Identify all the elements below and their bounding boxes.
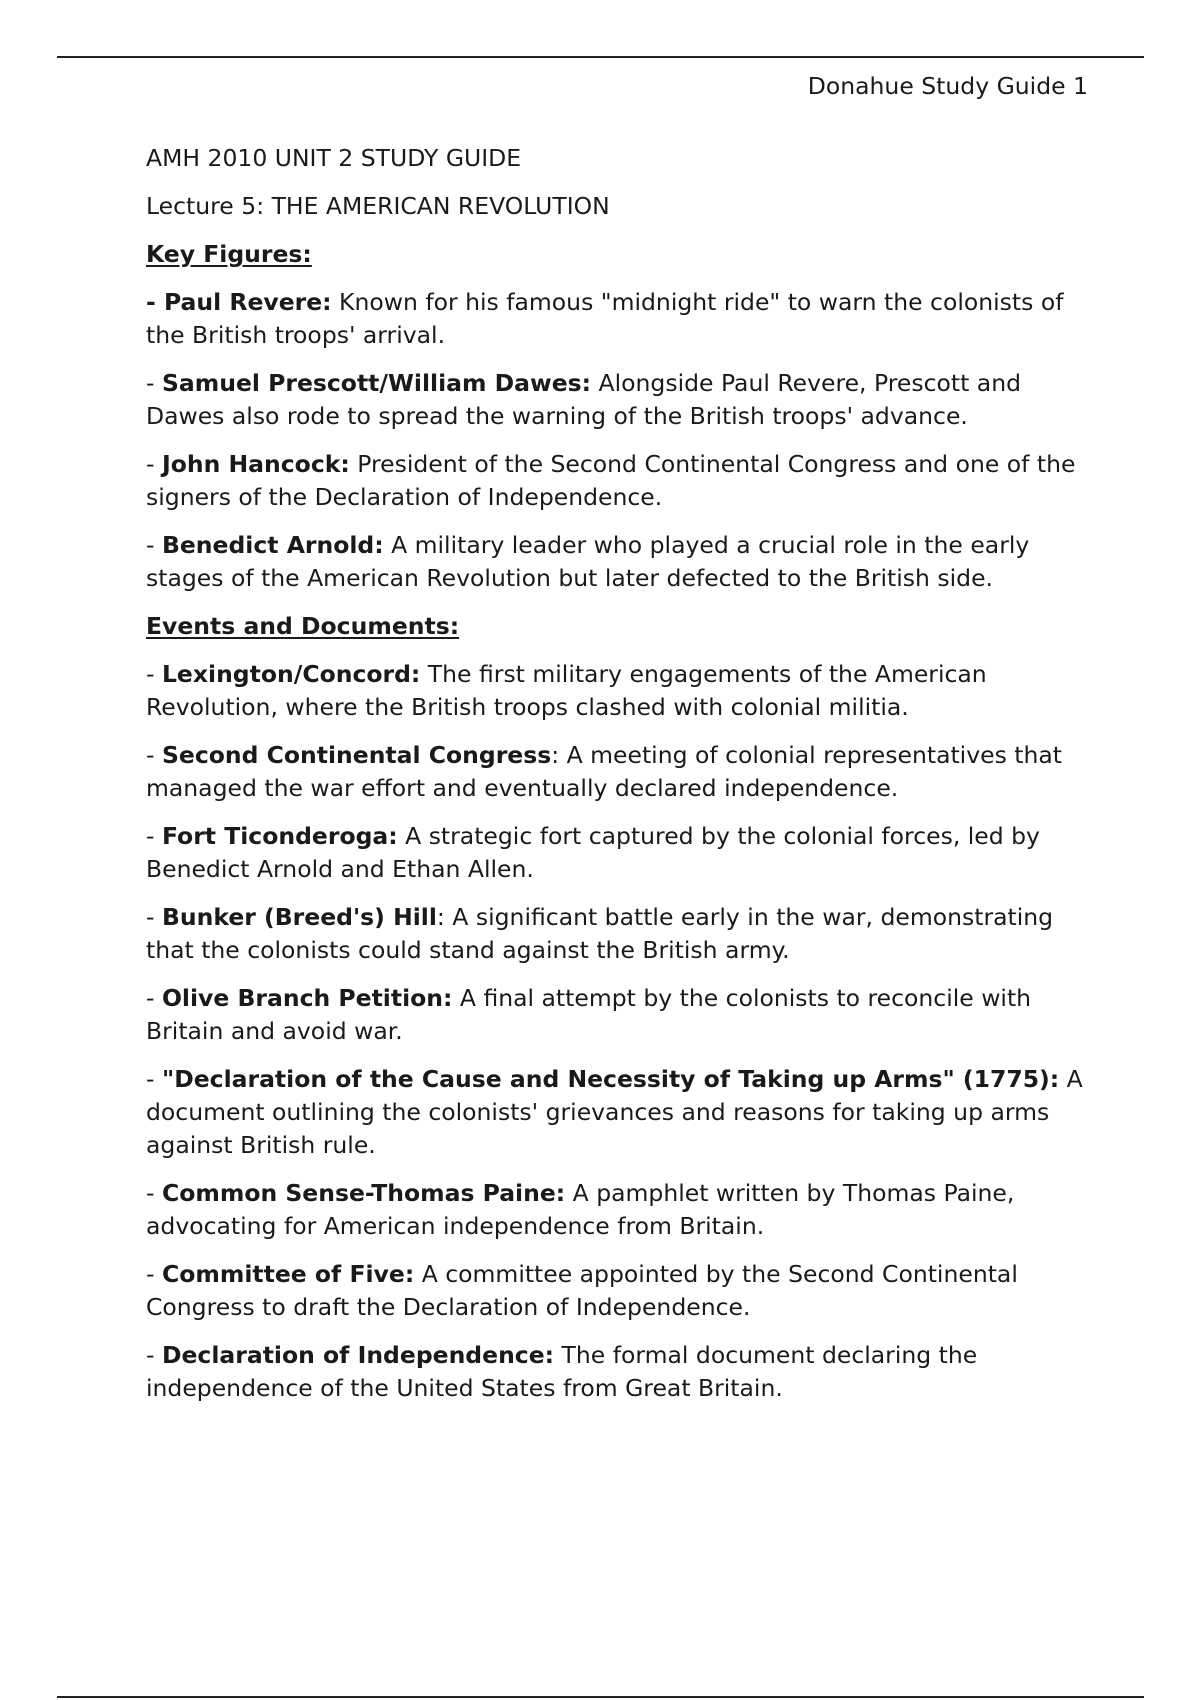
item-prefix: - — [146, 1260, 162, 1288]
running-head: Donahue Study Guide 1 — [807, 72, 1088, 100]
item-term: Fort Ticonderoga: — [161, 822, 398, 850]
item-description: A document outlining the colonists' grievances and reasons for taking up arms against British rule. — [146, 1065, 1083, 1159]
course-title: AMH 2010 UNIT 2 STUDY GUIDE — [146, 144, 522, 172]
item-term: Declaration of Independence: — [161, 1341, 555, 1369]
list-item — [146, 820, 1096, 886]
item-prefix: - — [146, 822, 162, 850]
item-prefix: - — [146, 741, 162, 769]
lecture-title: Lecture 5: THE AMERICAN REVOLUTION — [146, 192, 610, 220]
item-prefix: - — [146, 1341, 162, 1369]
item-prefix: - — [146, 903, 162, 931]
item-description: : A meeting of colonial representatives that managed the war effort and eventually declared independence. — [146, 741, 1063, 802]
list-item — [146, 1177, 1096, 1243]
list-item — [146, 448, 1096, 514]
item-prefix: - — [146, 288, 164, 316]
item-prefix: - — [146, 369, 162, 397]
list-item — [146, 658, 1096, 724]
item-description: The formal document declaring the independence of the United States from Great Britain. — [146, 1341, 978, 1402]
item-prefix: - — [146, 1065, 162, 1093]
item-description: Alongside Paul Revere, Prescott and Dawes also rode to spread the warning of the British troops' advance. — [146, 369, 1022, 430]
item-prefix: - — [146, 531, 162, 559]
item-term: Second Continental Congress — [161, 741, 552, 769]
item-description: A committee appointed by the Second Continental Congress to draft the Declaration of Independence. — [146, 1260, 1018, 1321]
item-description: : A significant battle early in the war, demonstrating that the colonists could stand against the British army. — [146, 903, 1054, 964]
list-item — [146, 901, 1096, 967]
item-description: Known for his famous "midnight ride" to warn the colonists of the British troops' arrival. — [146, 288, 1064, 349]
list-item — [146, 1258, 1096, 1324]
list-item — [146, 1063, 1096, 1162]
item-term: Bunker (Breed's) Hill — [161, 903, 437, 931]
item-prefix: - — [146, 1179, 162, 1207]
item-description: A final attempt by the colonists to reconcile with Britain and avoid war. — [146, 984, 1032, 1045]
item-prefix: - — [146, 984, 162, 1012]
footer-rule — [57, 1696, 1144, 1698]
item-description: A pamphlet written by Thomas Paine, advocating for American independence from Britain. — [146, 1179, 1015, 1240]
item-term: Committee of Five: — [161, 1260, 415, 1288]
item-prefix: - — [146, 660, 162, 688]
item-prefix: - — [146, 450, 162, 478]
list-item — [146, 982, 1096, 1048]
header-rule — [57, 56, 1144, 58]
item-description: The first military engagements of the American Revolution, where the British troops clashed with colonial militia. — [146, 660, 987, 721]
item-term: Paul Revere: — [163, 288, 332, 316]
item-term: Common Sense-Thomas Paine: — [161, 1179, 566, 1207]
list-item — [146, 739, 1096, 805]
item-term: Benedict Arnold: — [161, 531, 384, 559]
document-body — [146, 142, 1096, 1420]
item-term: "Declaration of the Cause and Necessity of Taking up Arms" (1775): — [161, 1065, 1060, 1093]
item-term: John Hancock: — [161, 450, 350, 478]
list-item — [146, 286, 1096, 352]
events-heading: Events and Documents: — [146, 612, 460, 640]
item-term: Olive Branch Petition: — [161, 984, 453, 1012]
list-item — [146, 1339, 1096, 1405]
item-term: Lexington/Concord: — [161, 660, 421, 688]
item-description: President of the Second Continental Congress and one of the signers of the Declaration of Independence. — [146, 450, 1076, 511]
list-item — [146, 367, 1096, 433]
item-description: A strategic fort captured by the colonial forces, led by Benedict Arnold and Ethan Allen. — [146, 822, 1040, 883]
item-term: Samuel Prescott/William Dawes: — [161, 369, 592, 397]
list-item — [146, 529, 1096, 595]
item-description: A military leader who played a crucial role in the early stages of the American Revolution but later defected to the British side. — [146, 531, 1030, 592]
key-figures-heading: Key Figures: — [146, 240, 312, 268]
